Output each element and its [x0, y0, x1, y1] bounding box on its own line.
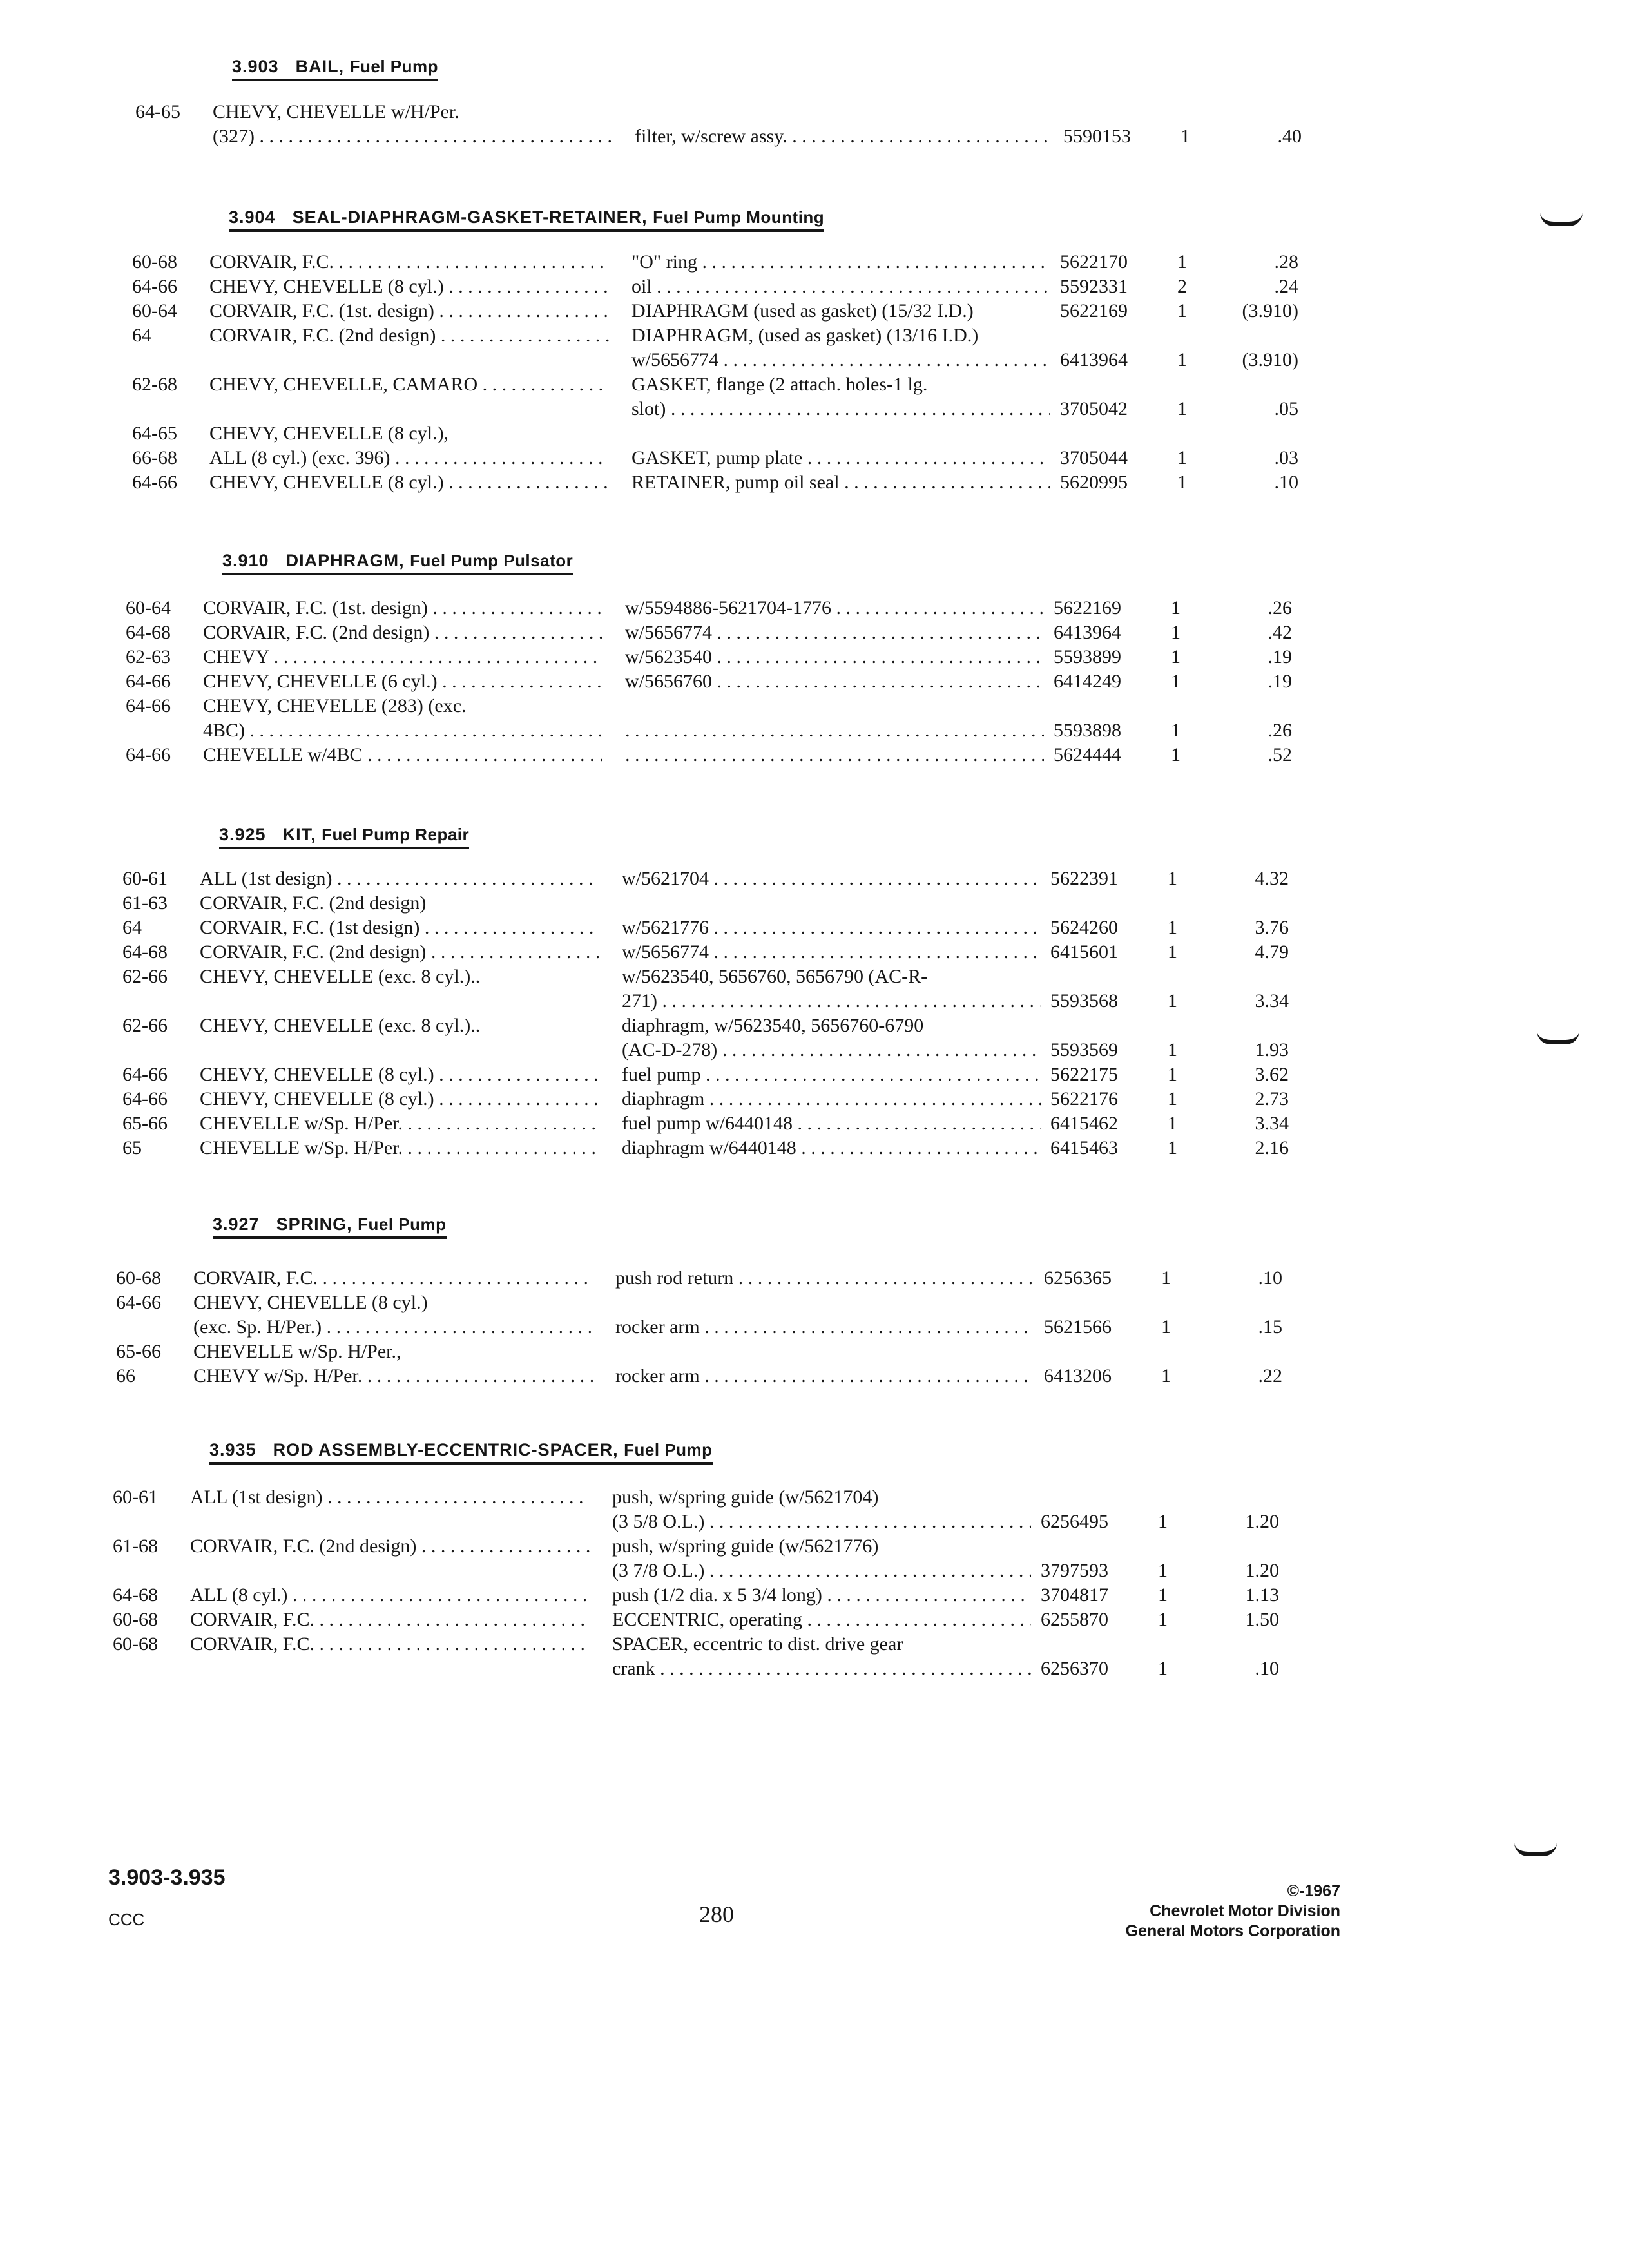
- quantity: 1: [1168, 917, 1177, 938]
- list-price: 1.50: [1245, 1609, 1279, 1630]
- quantity: 1: [1168, 868, 1177, 889]
- list-price: 1.20: [1245, 1511, 1279, 1532]
- vehicle-model: CHEVY, CHEVELLE (8 cyl.) . . .: [200, 1087, 599, 1111]
- quantity: 1: [1168, 1137, 1177, 1158]
- section-number: 3.910: [222, 551, 269, 570]
- list-price: .10: [1255, 1658, 1279, 1679]
- copyright: ©-1967: [1287, 1882, 1340, 1900]
- vehicle-model: ALL (1st design) . . .: [190, 1485, 590, 1510]
- quantity: 1: [1158, 1609, 1168, 1630]
- model-years: 60-68: [116, 1267, 161, 1289]
- list-price: .15: [1258, 1316, 1282, 1338]
- part-number: 3704817: [1041, 1584, 1108, 1606]
- part-number: 5622176: [1050, 1088, 1118, 1110]
- model-years: 66: [116, 1365, 135, 1387]
- part-number: 5593568: [1050, 990, 1118, 1012]
- list-price: .40: [1277, 126, 1302, 147]
- publisher-block: [1005, 1881, 1340, 1941]
- section-title: BAIL,: [295, 57, 345, 76]
- model-years: 60-68: [113, 1633, 158, 1655]
- vehicle-model: CHEVY . . .: [203, 645, 602, 669]
- part-description: w/5621704 . . .: [622, 867, 1041, 891]
- vehicle-model: ALL (1st design) . . .: [200, 867, 599, 891]
- part-description: push, w/spring guide (w/5621704): [612, 1486, 879, 1508]
- part-description: rocker arm . . .: [615, 1315, 1034, 1340]
- quantity: 1: [1158, 1560, 1168, 1581]
- vehicle-model: CHEVY, CHEVELLE (8 cyl.),: [209, 423, 449, 444]
- part-description: "O" ring . . .: [631, 250, 1050, 274]
- model-years: 60-61: [113, 1486, 158, 1508]
- part-description: w/5656774 . . .: [625, 620, 1044, 645]
- vehicle-model: 4BC) . . .: [203, 718, 602, 743]
- model-years: 64-66: [116, 1292, 161, 1313]
- part-description: ECCENTRIC, operating . . .: [612, 1608, 1031, 1632]
- list-price: .19: [1268, 646, 1292, 668]
- section-subtitle: Fuel Pump Mounting: [653, 207, 825, 227]
- part-description: w/5594886-5621704-1776 . . .: [625, 596, 1044, 620]
- vehicle-model: CORVAIR, F.C. . . .: [193, 1266, 593, 1291]
- list-price: .52: [1268, 744, 1292, 765]
- part-description: (3 5/8 O.L.) . . .: [612, 1510, 1031, 1534]
- model-years: 64-66: [122, 1064, 168, 1085]
- quantity: 1: [1158, 1658, 1168, 1679]
- vehicle-model: ALL (8 cyl.) (exc. 396) . . .: [209, 446, 609, 470]
- list-price: .10: [1274, 472, 1298, 493]
- footer-left: [108, 1865, 226, 1930]
- quantity: 1: [1168, 941, 1177, 963]
- quantity: 1: [1168, 1039, 1177, 1061]
- list-price: .42: [1268, 622, 1292, 643]
- model-years: 64: [132, 325, 151, 346]
- quantity: 1: [1177, 472, 1187, 493]
- list-price: .24: [1274, 276, 1298, 297]
- model-years: 62-63: [126, 646, 171, 668]
- vehicle-model: CORVAIR, F.C. . . .: [190, 1632, 590, 1657]
- vehicle-model: CORVAIR, F.C. (2nd design) . . .: [203, 620, 602, 645]
- list-price: 2.73: [1255, 1088, 1289, 1110]
- section-heading: [209, 1440, 713, 1465]
- part-number: 6255870: [1041, 1609, 1108, 1630]
- part-number: 5624444: [1054, 744, 1121, 765]
- quantity: 2: [1177, 276, 1187, 297]
- part-number: 3705042: [1060, 398, 1128, 419]
- list-price: .26: [1268, 597, 1292, 619]
- vehicle-model: CHEVY, CHEVELLE (8 cyl.): [193, 1292, 428, 1313]
- vehicle-model: CORVAIR, F.C. (2nd design) . . .: [190, 1534, 590, 1559]
- model-years: 60-61: [122, 868, 168, 889]
- list-price: 3.34: [1255, 1113, 1289, 1134]
- vehicle-model: CHEVY, CHEVELLE (exc. 8 cyl.)..: [200, 1015, 481, 1036]
- part-description: slot) . . .: [631, 397, 1050, 421]
- part-description: (AC-D-278) . . .: [622, 1038, 1041, 1062]
- part-description: w/5623540, 5656760, 5656790 (AC-R-: [622, 966, 928, 987]
- part-description: w/5623540 . . .: [625, 645, 1044, 669]
- quantity: 1: [1171, 744, 1181, 765]
- list-price: 1.93: [1255, 1039, 1289, 1061]
- list-price: .26: [1268, 720, 1292, 741]
- part-description: diaphragm . . .: [622, 1087, 1041, 1111]
- section-heading: [213, 1215, 447, 1239]
- vehicle-model: ALL (8 cyl.) . . .: [190, 1583, 590, 1608]
- catalog-code: CCC: [108, 1910, 145, 1929]
- vehicle-model: CHEVY, CHEVELLE (8 cyl.) . . .: [200, 1062, 599, 1087]
- section-subtitle: Fuel Pump: [349, 57, 438, 76]
- part-number: 5622175: [1050, 1064, 1118, 1085]
- part-number: 6256365: [1044, 1267, 1112, 1289]
- model-years: 64: [122, 917, 142, 938]
- model-years: 60-68: [113, 1609, 158, 1630]
- part-number: 5622169: [1060, 300, 1128, 322]
- section-subtitle: Fuel Pump Repair: [322, 825, 470, 844]
- model-years: 60-68: [132, 251, 177, 273]
- vehicle-model: CORVAIR, F.C. (1st design) . . .: [200, 916, 599, 940]
- part-number: 5620995: [1060, 472, 1128, 493]
- part-description: push (1/2 dia. x 5 3/4 long) . . .: [612, 1583, 1031, 1608]
- vehicle-model: CHEVELLE w/Sp. H/Per. . . .: [200, 1136, 599, 1160]
- part-description: [625, 718, 1044, 743]
- part-number: 6415601: [1050, 941, 1118, 963]
- vehicle-model: CHEVY, CHEVELLE (8 cyl.) . . .: [209, 274, 609, 299]
- list-price: 4.32: [1255, 868, 1289, 889]
- part-description: GASKET, flange (2 attach. holes-1 lg.: [631, 374, 928, 395]
- part-number: 5590153: [1063, 126, 1131, 147]
- division: Chevrolet Motor Division: [1150, 1902, 1340, 1920]
- vehicle-model: (exc. Sp. H/Per.) . . .: [193, 1315, 593, 1340]
- list-price: 3.34: [1255, 990, 1289, 1012]
- section-heading: [222, 551, 573, 575]
- section-heading: [232, 57, 438, 81]
- list-price: .28: [1274, 251, 1298, 273]
- model-years: 60-64: [126, 597, 171, 619]
- section-title: KIT,: [282, 825, 316, 844]
- part-description: rocker arm . . .: [615, 1364, 1034, 1389]
- part-description: push, w/spring guide (w/5621776): [612, 1535, 879, 1557]
- vehicle-model: CHEVY, CHEVELLE (283) (exc.: [203, 695, 467, 716]
- page-number: 280: [699, 1901, 734, 1927]
- part-description: w/5656774 . . .: [631, 348, 1050, 372]
- part-description: push rod return . . .: [615, 1266, 1034, 1291]
- quantity: 1: [1161, 1365, 1171, 1387]
- part-number: 6413964: [1060, 349, 1128, 370]
- section-title: DIAPHRAGM,: [285, 551, 405, 570]
- vehicle-model: CHEVELLE w/4BC . . .: [203, 743, 602, 767]
- part-number: 6256370: [1041, 1658, 1108, 1679]
- model-years: 66-68: [132, 447, 177, 468]
- part-description: filter, w/screw assy. . . .: [635, 124, 1054, 149]
- model-years: 64-66: [122, 1088, 168, 1110]
- part-number: 5622391: [1050, 868, 1118, 889]
- part-description: oil . . .: [631, 274, 1050, 299]
- vehicle-model: CORVAIR, F.C. (2nd design) . . .: [200, 940, 599, 965]
- part-description: diaphragm w/6440148 . . .: [622, 1136, 1041, 1160]
- model-years: 60-64: [132, 300, 177, 322]
- vehicle-model: CORVAIR, F.C. (1st. design) . . .: [209, 299, 609, 323]
- binding-mark: [1537, 1031, 1579, 1044]
- part-number: 6415463: [1050, 1137, 1118, 1158]
- part-description: DIAPHRAGM, (used as gasket) (13/16 I.D.): [631, 325, 979, 346]
- quantity: 1: [1171, 720, 1181, 741]
- quantity: 1: [1158, 1511, 1168, 1532]
- quantity: 1: [1177, 349, 1187, 370]
- model-years: 64-66: [126, 744, 171, 765]
- model-years: 62-66: [122, 966, 168, 987]
- model-years: 64-68: [126, 622, 171, 643]
- section-title: SEAL-DIAPHRAGM-GASKET-RETAINER,: [292, 207, 648, 227]
- part-number: 3705044: [1060, 447, 1128, 468]
- model-years: 64-66: [126, 695, 171, 716]
- vehicle-model: CHEVELLE w/Sp. H/Per. . . .: [200, 1111, 599, 1136]
- model-years: 65: [122, 1137, 142, 1158]
- quantity: 1: [1161, 1316, 1171, 1338]
- quantity: 1: [1171, 671, 1181, 692]
- section-title: SPRING,: [276, 1215, 352, 1234]
- vehicle-model: CORVAIR, F.C. . . .: [209, 250, 609, 274]
- part-description: w/5656760 . . .: [625, 669, 1044, 694]
- list-price: .03: [1274, 447, 1298, 468]
- quantity: 1: [1177, 447, 1187, 468]
- section-number: 3.927: [213, 1215, 260, 1234]
- section-range: 3.903-3.935: [108, 1865, 226, 1890]
- vehicle-model: (327) . . .: [213, 124, 612, 149]
- model-years: 64-65: [132, 423, 177, 444]
- part-description: (3 7/8 O.L.) . . .: [612, 1559, 1031, 1583]
- part-number: 5624260: [1050, 917, 1118, 938]
- list-price: .19: [1268, 671, 1292, 692]
- quantity: 1: [1168, 990, 1177, 1012]
- part-description: crank . . .: [612, 1657, 1031, 1681]
- part-number: 6414249: [1054, 671, 1121, 692]
- list-price: .05: [1274, 398, 1298, 419]
- part-number: 5592331: [1060, 276, 1128, 297]
- section-heading: [229, 207, 824, 232]
- section-number: 3.925: [219, 825, 266, 844]
- list-price: 1.20: [1245, 1560, 1279, 1581]
- list-price: .22: [1258, 1365, 1282, 1387]
- part-number: 6415462: [1050, 1113, 1118, 1134]
- vehicle-model: CHEVY, CHEVELLE (8 cyl.) . . .: [209, 470, 609, 495]
- binding-mark: [1540, 213, 1583, 226]
- list-price: 2.16: [1255, 1137, 1289, 1158]
- part-description: SPACER, eccentric to dist. drive gear: [612, 1633, 903, 1655]
- section-title: ROD ASSEMBLY-ECCENTRIC-SPACER,: [273, 1440, 619, 1459]
- vehicle-model: CHEVY w/Sp. H/Per. . . .: [193, 1364, 593, 1389]
- vehicle-model: CORVAIR, F.C. (2nd design): [200, 892, 427, 914]
- quantity: 1: [1177, 398, 1187, 419]
- part-description: w/5656774 . . .: [622, 940, 1041, 965]
- vehicle-model: CORVAIR, F.C. (2nd design) . . .: [209, 323, 609, 348]
- part-number: 6256495: [1041, 1511, 1108, 1532]
- section-number: 3.904: [229, 207, 276, 227]
- section-subtitle: Fuel Pump Pulsator: [410, 551, 574, 570]
- quantity: 1: [1177, 251, 1187, 273]
- part-description: DIAPHRAGM (used as gasket) (15/32 I.D.): [631, 300, 974, 322]
- part-description: w/5621776 . . .: [622, 916, 1041, 940]
- vehicle-model: CORVAIR, F.C. (1st. design) . . .: [203, 596, 602, 620]
- list-price: .10: [1258, 1267, 1282, 1289]
- vehicle-model: CHEVELLE w/Sp. H/Per.,: [193, 1341, 401, 1362]
- model-years: 61-68: [113, 1535, 158, 1557]
- list-price: 1.13: [1245, 1584, 1279, 1606]
- quantity: 1: [1168, 1064, 1177, 1085]
- part-description: fuel pump . . .: [622, 1062, 1041, 1087]
- vehicle-model: CHEVY, CHEVELLE, CAMARO . . .: [209, 372, 609, 397]
- model-years: 64-68: [122, 941, 168, 963]
- part-number: 6413964: [1054, 622, 1121, 643]
- part-description: [625, 743, 1044, 767]
- part-number: 6413206: [1044, 1365, 1112, 1387]
- list-price: (3.910): [1242, 349, 1298, 370]
- section-subtitle: Fuel Pump: [624, 1440, 713, 1459]
- quantity: 1: [1171, 622, 1181, 643]
- part-description: fuel pump w/6440148 . . .: [622, 1111, 1041, 1136]
- model-years: 65-66: [122, 1113, 168, 1134]
- model-years: 64-65: [135, 101, 180, 122]
- model-years: 64-66: [132, 276, 177, 297]
- corporation: General Motors Corporation: [1125, 1922, 1340, 1940]
- model-years: 64-66: [126, 671, 171, 692]
- vehicle-model: CHEVY, CHEVELLE w/H/Per.: [213, 101, 459, 122]
- part-number: 5621566: [1044, 1316, 1112, 1338]
- part-number: 5622170: [1060, 251, 1128, 273]
- quantity: 1: [1161, 1267, 1171, 1289]
- section-number: 3.903: [232, 57, 279, 76]
- quantity: 1: [1168, 1113, 1177, 1134]
- quantity: 1: [1181, 126, 1190, 147]
- part-description: 271) . . .: [622, 989, 1041, 1014]
- list-price: (3.910): [1242, 300, 1298, 322]
- quantity: 1: [1171, 597, 1181, 619]
- part-description: GASKET, pump plate . . .: [631, 446, 1050, 470]
- part-number: 3797593: [1041, 1560, 1108, 1581]
- part-description: RETAINER, pump oil seal . . .: [631, 470, 1050, 495]
- model-years: 62-68: [132, 374, 177, 395]
- list-price: 4.79: [1255, 941, 1289, 963]
- part-description: diaphragm, w/5623540, 5656760-6790: [622, 1015, 924, 1036]
- model-years: 64-66: [132, 472, 177, 493]
- quantity: 1: [1158, 1584, 1168, 1606]
- section-subtitle: Fuel Pump: [358, 1215, 447, 1234]
- part-number: 5593569: [1050, 1039, 1118, 1061]
- model-years: 61-63: [122, 892, 168, 914]
- model-years: 62-66: [122, 1015, 168, 1036]
- model-years: 65-66: [116, 1341, 161, 1362]
- quantity: 1: [1171, 646, 1181, 668]
- part-number: 5593899: [1054, 646, 1121, 668]
- section-heading: [219, 825, 469, 849]
- model-years: 64-68: [113, 1584, 158, 1606]
- section-number: 3.935: [209, 1440, 256, 1459]
- list-price: 3.76: [1255, 917, 1289, 938]
- quantity: 1: [1168, 1088, 1177, 1110]
- vehicle-model: CHEVY, CHEVELLE (exc. 8 cyl.)..: [200, 966, 481, 987]
- part-number: 5622169: [1054, 597, 1121, 619]
- vehicle-model: CORVAIR, F.C. . . .: [190, 1608, 590, 1632]
- binding-mark: [1514, 1843, 1557, 1856]
- part-number: 5593898: [1054, 720, 1121, 741]
- vehicle-model: CHEVY, CHEVELLE (6 cyl.) . . .: [203, 669, 602, 694]
- list-price: 3.62: [1255, 1064, 1289, 1085]
- quantity: 1: [1177, 300, 1187, 322]
